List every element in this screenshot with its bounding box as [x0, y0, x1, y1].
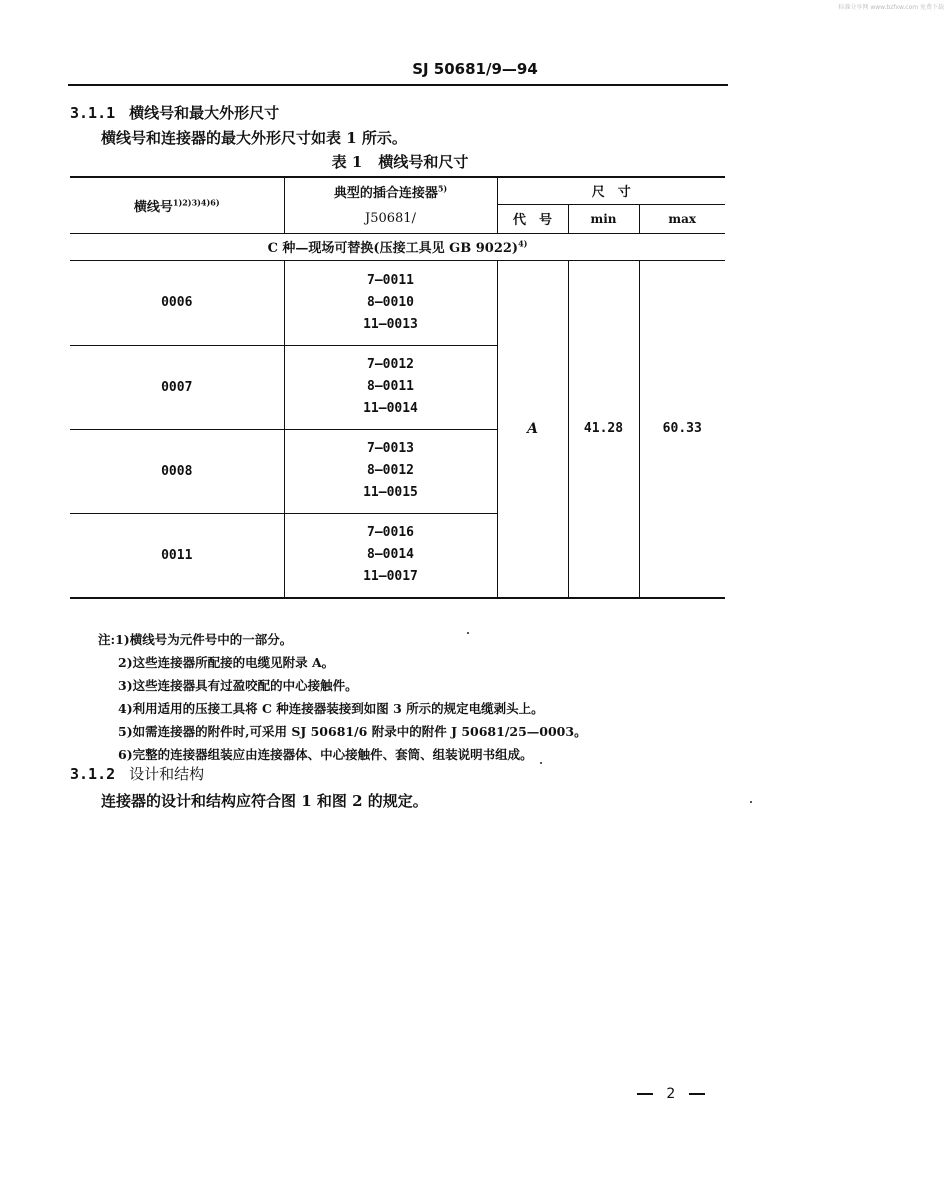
group-row: C 种—现场可替换(压接工具见 GB 9022)$^{4)}$: [70, 233, 725, 260]
dash-number-cell: 0008: [70, 429, 284, 513]
dash-number-cell: 0011: [70, 513, 284, 598]
section-title: 设计和结构: [129, 765, 205, 783]
section-3-1-1-paragraph: 横线号和连接器的最大外形尺寸如表 1 所示。: [101, 129, 407, 147]
max-cell: 60.33: [639, 260, 725, 598]
table-row: [70, 260, 725, 345]
watermark: 标准分享网 www.bzfxw.com 免费下载: [838, 4, 944, 11]
section-number: 3.1.1: [70, 104, 116, 122]
dash-number-cell: 0007: [70, 345, 284, 429]
table-caption: [0, 151, 800, 172]
connector-cell: 7—0011 8—0010 11—0013: [284, 260, 497, 345]
min-cell: 41.28: [568, 260, 639, 598]
dimensions-table: [70, 176, 725, 599]
section-title: 横线号和最大外形尺寸: [129, 104, 280, 122]
header-min: min: [568, 204, 639, 233]
header-code: 代 号: [497, 204, 568, 233]
note-5: 5)如需连接器的附件时,可采用 SJ 50681/6 附录中的附件 J 50681/25—0003。: [118, 724, 587, 739]
section-number: 3.1.2: [70, 765, 116, 783]
note-1: 注:1)横线号为元件号中的一部分。: [98, 632, 293, 647]
scan-speck: [540, 762, 542, 764]
standard-code: SJ 50681/9—94: [412, 60, 538, 78]
header-max: max: [639, 204, 725, 233]
note-3: 3)这些连接器具有过盈咬配的中心接触件。: [118, 678, 358, 693]
page-number: 2: [637, 1086, 705, 1102]
header-rule: [68, 84, 728, 86]
code-cell: A: [497, 260, 568, 598]
note-6: 6)完整的连接器组装应由连接器体、中心接触件、套筒、组装说明书组成。: [118, 747, 533, 762]
scan-speck: [467, 632, 469, 634]
connector-cell: 7—0013 8—0012 11—0015: [284, 429, 497, 513]
connector-cell: 7—0012 8—0011 11—0014: [284, 345, 497, 429]
connector-cell: 7—0016 8—0014 11—0017: [284, 513, 497, 598]
table-notes: [98, 628, 587, 766]
note-2: 2)这些连接器所配接的电缆见附录 A。: [118, 655, 335, 670]
header-connector: 典型的插合连接器$^{5)}$: [284, 177, 497, 204]
header-connector-prefix: J50681/: [284, 204, 497, 233]
dash-number-cell: 0006: [161, 295, 193, 310]
section-3-1-2-heading: [70, 763, 204, 784]
header-dash-number: 横线号$^{1)2)3)4)6)}$: [70, 177, 284, 233]
table-caption-title: 横线号和尺寸: [378, 153, 469, 171]
header-dimension: 尺 寸: [497, 177, 725, 204]
table-caption-label: 表 1: [331, 153, 363, 171]
section-3-1-2-paragraph: 连接器的设计和结构应符合图 1 和图 2 的规定。: [101, 792, 428, 810]
note-4: 4)利用适用的压接工具将 C 种连接器装接到如图 3 所示的规定电缆剥头上。: [118, 701, 544, 716]
scan-speck: [750, 801, 752, 803]
section-3-1-1-heading: [70, 102, 279, 123]
